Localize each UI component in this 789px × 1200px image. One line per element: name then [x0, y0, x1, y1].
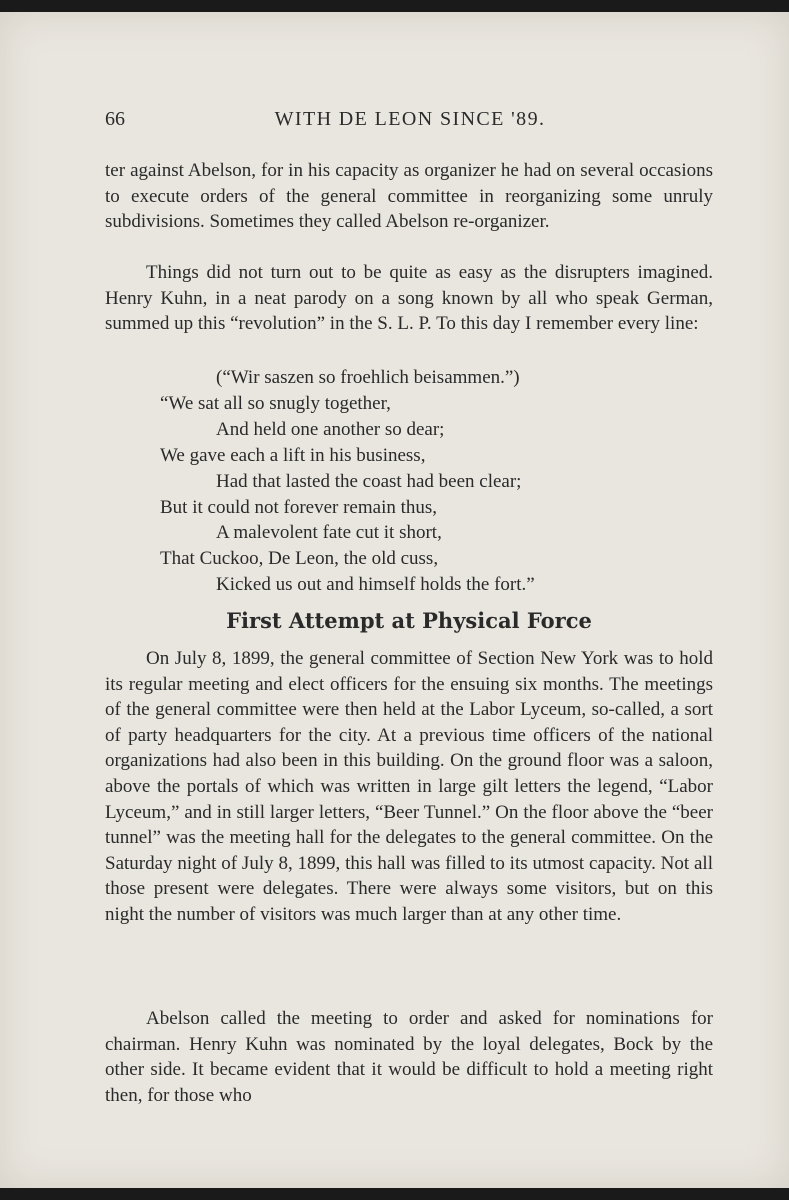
poem-line-8: Kicked us out and himself holds the fort.” [216, 574, 535, 595]
page-number: 66 [105, 108, 125, 130]
poem-line-4: Had that lasted the coast had been clear; [216, 471, 522, 492]
poem-line-1: “We sat all so snugly together, [160, 393, 391, 414]
body-paragraph-1 [105, 158, 713, 235]
running-head: WITH DE LEON SINCE '89. [274, 108, 546, 130]
book-page [0, 12, 789, 1188]
poem-line-3: We gave each a lift in his business, [160, 445, 426, 466]
poem-line-2: And held one another so dear; [216, 419, 445, 440]
poem-title: (“Wir saszen so froehlich beisammen.”) [216, 367, 520, 388]
paragraph-text: ter against Abelson, for in his capacity as organizer he had on several occasions to execute orders of the general committee in reorganizing some unruly subdivisions. Sometimes they called Abelson re-organizer. [105, 160, 713, 233]
paragraph-text: On July 8, 1899, the general committee of Section New York was to hold its regular meeting and elect officers for the ensuing six months. The meetings of the general committee were then held at the Labor Lyceum, so-called, a sort of party headquarters for the city. At a previous time officers of the national organizations had also been in this building. On the ground floor was a saloon, above the portals of which was written in large gilt letters the legend, “Labor Lyceum,” and in still larger letters, “Beer Tunnel.” On the floor above the “beer tunnel” was the meeting hall for the delegates to the general committee. On the Saturday night of July 8, 1899, this hall was filled to its utmost capacity. Not all those present were delegates. There were always some visitors, but on this night the number of visitors was much larger than at any other time. [105, 648, 713, 925]
poem-line-7: That Cuckoo, De Leon, the old cuss, [160, 548, 439, 569]
section-heading: First Attempt at Physical Force [226, 608, 592, 633]
page-header [105, 108, 715, 140]
section-paragraph-2 [105, 1006, 713, 1108]
body-paragraph-2 [105, 260, 713, 337]
poem-line-6: A malevolent fate cut it short, [216, 522, 442, 543]
paragraph-text: Things did not turn out to be quite as easy as the disrupters imagined. Henry Kuhn, in a neat parody on a song known by all who speak German, summed up this “revolution” in the S. L. P. To this day I remember every line: [105, 262, 713, 335]
poem-line-5: But it could not forever remain thus, [160, 497, 438, 518]
paragraph-text: Abelson called the meeting to order and asked for nominations for chairman. Henry Kuhn was nominated by the loyal delegates, Bock by the other side. It became evident that it would be difficult to hold a meeting right then, for those who [105, 1008, 713, 1106]
section-paragraph-1 [105, 646, 713, 928]
